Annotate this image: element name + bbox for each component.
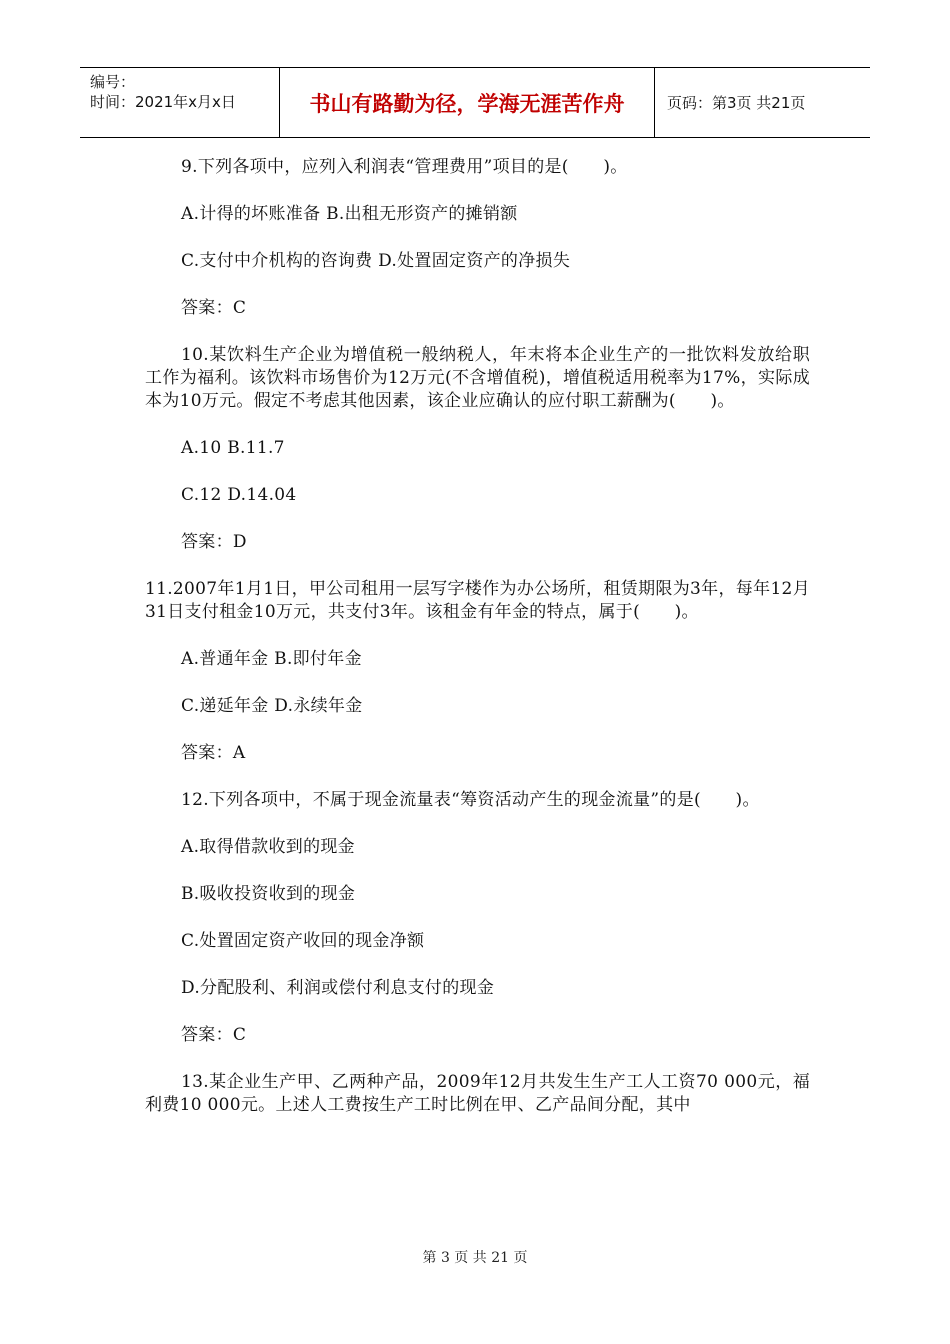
document-header — [80, 67, 870, 138]
question-9-options-ab: A.计得的坏账准备 B.出租无形资产的摊销额 — [181, 204, 518, 224]
question-12-option-c: C.处置固定资产收回的现金净额 — [181, 931, 425, 951]
question-12-answer: 答案：C — [181, 1025, 247, 1045]
question-12-option-b: B.吸收投资收到的现金 — [181, 884, 356, 904]
document-body — [145, 156, 810, 1141]
question-12-option-a: A.取得借款收到的现金 — [181, 837, 355, 857]
question-10: 10.某饮料生产企业为增值税一般纳税人，年末将本企业生产的一批饮料发放给职工作为福利。该饮料市场售价为12万元(不含增值税)，增值税适用税率为17%，实际成本为10万元。假定不考虑其他因素，该企业应确认的应付职工薪酬为( )。 — [145, 345, 810, 411]
question-10-options-ab: A.10 B.11.7 — [181, 438, 285, 458]
question-12: 12.下列各项中，不属于现金流量表“筹资活动产生的现金流量”的是( )。 — [181, 790, 760, 810]
header-motto: 书山有路勤为径，学海无涯苦作舟 — [280, 68, 655, 137]
question-12-option-d: D.分配股利、利润或偿付利息支付的现金 — [181, 978, 495, 998]
question-10-answer: 答案：D — [181, 532, 247, 552]
header-meta — [80, 68, 280, 137]
question-13: 13.某企业生产甲、乙两种产品，2009年12月共发生生产工人工资70 000元，福利费10 000元。上述人工费按生产工时比例在甲、乙产品间分配，其中 — [145, 1072, 810, 1115]
question-9-answer: 答案：C — [181, 298, 247, 318]
page-footer: 第 3 页 共 21 页 — [422, 1250, 528, 1266]
question-9-options-cd: C.支付中介机构的咨询费 D.处置固定资产的净损失 — [181, 251, 571, 271]
question-11-options-ab: A.普通年金 B.即付年金 — [181, 649, 362, 669]
question-9: 9.下列各项中，应列入利润表“管理费用”项目的是( )。 — [181, 157, 628, 177]
header-page-info: 页码：第3页 共21页 — [667, 94, 806, 112]
time-label: 时间：2021年x月x日 — [90, 93, 236, 111]
number-label: 编号： — [90, 73, 136, 91]
question-10-options-cd: C.12 D.14.04 — [181, 485, 297, 505]
question-11-answer: 答案：A — [181, 743, 246, 763]
question-11-options-cd: C.递延年金 D.永续年金 — [181, 696, 363, 716]
question-11: 11.2007年1月1日，甲公司租用一层写字楼作为办公场所，租赁期限为3年，每年12月31日支付租金10万元，共支付3年。该租金有年金的特点，属于( )。 — [145, 579, 810, 622]
